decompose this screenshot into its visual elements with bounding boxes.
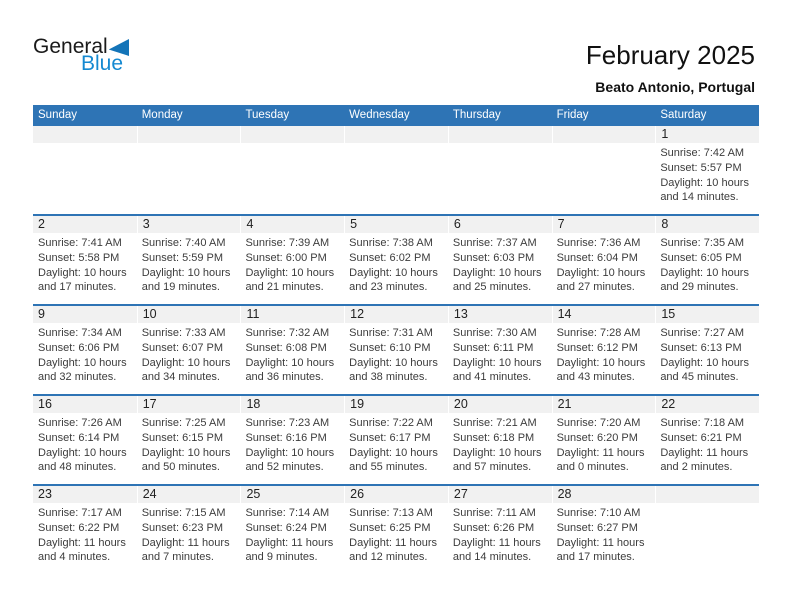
- calendar-cell: [552, 126, 656, 214]
- day-number: 28: [552, 486, 656, 503]
- daylight-text-line2: and 21 minutes.: [245, 281, 324, 294]
- sunrise-text: Sunrise: 7:36 AM: [556, 237, 641, 249]
- day-details: [33, 413, 137, 475]
- sunset-text: Sunset: 6:18 PM: [452, 431, 535, 444]
- week-row: [33, 394, 759, 484]
- day-number: 27: [448, 486, 552, 503]
- day-details: [137, 143, 241, 146]
- daylight-text-line1: Daylight: 10 hours: [245, 266, 335, 279]
- day-number: [448, 126, 552, 143]
- daylight-text-line1: Daylight: 11 hours: [141, 536, 230, 549]
- day-details: [655, 323, 759, 385]
- day-details: [137, 323, 241, 385]
- sunset-text: Sunset: 6:25 PM: [349, 521, 431, 534]
- week-row: [33, 124, 759, 214]
- calendar-cell: [448, 486, 552, 574]
- sunset-text: Sunset: 6:07 PM: [141, 341, 224, 354]
- daylight-text-line2: and 41 minutes.: [452, 371, 532, 384]
- daylight-text-line2: and 45 minutes.: [660, 371, 739, 384]
- day-details: [33, 323, 137, 385]
- weekday-label: Sunday: [38, 108, 78, 121]
- calendar-cell: [655, 306, 759, 394]
- day-details: [552, 143, 656, 146]
- calendar-cell: [33, 306, 137, 394]
- day-details: [137, 503, 241, 565]
- daylight-text-line2: and 12 minutes.: [349, 551, 428, 564]
- daylight-text-line1: Daylight: 11 hours: [245, 536, 334, 549]
- sunrise-text: Sunrise: 7:17 AM: [38, 507, 122, 519]
- day-number: 20: [448, 396, 552, 413]
- day-number: 26: [344, 486, 448, 503]
- sunset-text: Sunset: 6:06 PM: [38, 341, 120, 354]
- daylight-text-line1: Daylight: 11 hours: [38, 536, 126, 549]
- sunset-text: Sunset: 6:15 PM: [141, 431, 224, 444]
- daylight-text-line2: and 14 minutes.: [452, 551, 532, 564]
- daylight-text-line2: and 34 minutes.: [141, 371, 220, 384]
- sunrise-text: Sunrise: 7:34 AM: [38, 327, 122, 339]
- sunrise-text: Sunrise: 7:26 AM: [38, 417, 122, 429]
- week-row: [33, 484, 759, 574]
- sunset-text: Sunset: 5:59 PM: [141, 251, 224, 264]
- day-number: 15: [655, 306, 759, 323]
- calendar-cell: [552, 306, 656, 394]
- day-details: [240, 143, 344, 146]
- logo-text-blue: Blue: [80, 52, 123, 75]
- sunset-text: Sunset: 6:04 PM: [556, 251, 638, 264]
- daylight-text-line2: and 2 minutes.: [660, 461, 733, 474]
- sunrise-text: Sunrise: 7:38 AM: [349, 237, 433, 249]
- location-subtitle: Beato Antonio, Portugal: [595, 79, 755, 95]
- daylight-text-line1: Daylight: 10 hours: [556, 266, 646, 279]
- daylight-text-line2: and 50 minutes.: [141, 461, 220, 474]
- daylight-text-line2: and 36 minutes.: [245, 371, 324, 384]
- day-number: 3: [137, 216, 241, 233]
- daylight-text-line2: and 29 minutes.: [660, 281, 739, 294]
- daylight-text-line2: and 0 minutes.: [556, 461, 629, 474]
- sunset-text: Sunset: 5:58 PM: [38, 251, 120, 264]
- sunset-text: Sunset: 6:02 PM: [349, 251, 431, 264]
- daylight-text-line2: and 23 minutes.: [349, 281, 428, 294]
- sunset-text: Sunset: 6:16 PM: [245, 431, 327, 444]
- calendar-cell: [33, 486, 137, 574]
- day-number: 18: [240, 396, 344, 413]
- sunrise-text: Sunrise: 7:20 AM: [556, 417, 641, 429]
- sunrise-text: Sunrise: 7:41 AM: [38, 237, 122, 249]
- sunset-text: Sunset: 6:22 PM: [38, 521, 120, 534]
- daylight-text-line1: Daylight: 10 hours: [245, 446, 335, 459]
- daylight-text-line2: and 25 minutes.: [452, 281, 532, 294]
- day-details: [33, 143, 137, 146]
- calendar-cell: [33, 396, 137, 484]
- calendar-cell: [552, 486, 656, 574]
- day-details: [137, 413, 241, 475]
- day-details: [33, 233, 137, 295]
- weekday-label: Wednesday: [349, 108, 410, 121]
- day-number: 10: [137, 306, 241, 323]
- sunrise-text: Sunrise: 7:33 AM: [141, 327, 226, 339]
- day-number: [655, 486, 759, 503]
- sunrise-text: Sunrise: 7:14 AM: [245, 507, 330, 519]
- day-details: [448, 413, 552, 475]
- day-details: [344, 233, 448, 295]
- day-number: 9: [33, 306, 137, 323]
- daylight-text-line1: Daylight: 10 hours: [660, 356, 749, 369]
- calendar-cell: [137, 126, 241, 214]
- daylight-text-line1: Daylight: 10 hours: [556, 356, 646, 369]
- calendar-cell: [240, 126, 344, 214]
- daylight-text-line2: and 19 minutes.: [141, 281, 220, 294]
- daylight-text-line2: and 52 minutes.: [245, 461, 324, 474]
- day-number: 22: [655, 396, 759, 413]
- day-number: 19: [344, 396, 448, 413]
- calendar-cell: [552, 216, 656, 304]
- calendar-cell: [137, 306, 241, 394]
- day-details: [344, 503, 448, 565]
- daylight-text-line1: Daylight: 11 hours: [452, 536, 541, 549]
- day-number: 2: [33, 216, 137, 233]
- daylight-text-line1: Daylight: 10 hours: [38, 266, 127, 279]
- day-details: [33, 503, 137, 565]
- day-details: [655, 413, 759, 475]
- general-blue-logo: [33, 36, 129, 73]
- calendar-cell: [655, 126, 759, 214]
- sunset-text: Sunset: 6:26 PM: [452, 521, 535, 534]
- day-number: 23: [33, 486, 137, 503]
- day-details: [448, 503, 552, 565]
- week-row: [33, 304, 759, 394]
- daylight-text-line2: and 17 minutes.: [38, 281, 117, 294]
- day-details: [448, 323, 552, 385]
- sunrise-text: Sunrise: 7:42 AM: [660, 147, 745, 159]
- daylight-text-line2: and 9 minutes.: [245, 551, 318, 564]
- sunset-text: Sunset: 6:21 PM: [660, 431, 742, 444]
- daylight-text-line2: and 43 minutes.: [556, 371, 635, 384]
- daylight-text-line2: and 7 minutes.: [141, 551, 214, 564]
- logo-text-general: General: [33, 35, 108, 58]
- daylight-text-line1: Daylight: 10 hours: [452, 356, 542, 369]
- day-number: 21: [552, 396, 656, 413]
- calendar-body: [33, 124, 759, 574]
- calendar-cell: [344, 126, 448, 214]
- daylight-text-line2: and 17 minutes.: [556, 551, 635, 564]
- day-number: 5: [344, 216, 448, 233]
- daylight-text-line1: Daylight: 10 hours: [452, 446, 542, 459]
- weekday-label: Monday: [141, 108, 183, 121]
- calendar-cell: [137, 396, 241, 484]
- sunrise-text: Sunrise: 7:32 AM: [245, 327, 330, 339]
- sunset-text: Sunset: 6:23 PM: [141, 521, 224, 534]
- calendar-cell: [448, 216, 552, 304]
- day-number: 14: [552, 306, 656, 323]
- day-number: 1: [655, 126, 759, 143]
- sunset-text: Sunset: 6:24 PM: [245, 521, 327, 534]
- day-number: 24: [137, 486, 241, 503]
- daylight-text-line1: Daylight: 11 hours: [349, 536, 438, 549]
- day-details: [344, 413, 448, 475]
- sunrise-text: Sunrise: 7:37 AM: [452, 237, 537, 249]
- sunrise-text: Sunrise: 7:30 AM: [452, 327, 537, 339]
- day-number: 8: [655, 216, 759, 233]
- sunset-text: Sunset: 6:08 PM: [245, 341, 327, 354]
- calendar-cell: [344, 396, 448, 484]
- daylight-text-line1: Daylight: 10 hours: [38, 446, 127, 459]
- sunset-text: Sunset: 6:05 PM: [660, 251, 742, 264]
- day-details: [344, 143, 448, 146]
- calendar-cell: [552, 396, 656, 484]
- daylight-text-line1: Daylight: 10 hours: [660, 176, 749, 189]
- day-details: [240, 503, 344, 565]
- day-number: 4: [240, 216, 344, 233]
- sunrise-text: Sunrise: 7:18 AM: [660, 417, 745, 429]
- weekday-label: Tuesday: [245, 108, 290, 121]
- calendar-cell: [240, 396, 344, 484]
- daylight-text-line2: and 4 minutes.: [38, 551, 111, 564]
- sunrise-text: Sunrise: 7:15 AM: [141, 507, 226, 519]
- sunset-text: Sunset: 6:13 PM: [660, 341, 742, 354]
- sunrise-text: Sunrise: 7:35 AM: [660, 237, 745, 249]
- day-details: [655, 503, 759, 506]
- sunrise-text: Sunrise: 7:40 AM: [141, 237, 226, 249]
- calendar-cell: [240, 306, 344, 394]
- calendar-cell: [448, 306, 552, 394]
- day-number: 11: [240, 306, 344, 323]
- day-details: [240, 413, 344, 475]
- calendar-cell: [137, 486, 241, 574]
- daylight-text-line1: Daylight: 11 hours: [660, 446, 749, 459]
- weekday-label: Saturday: [660, 108, 707, 121]
- sunrise-text: Sunrise: 7:27 AM: [660, 327, 745, 339]
- daylight-text-line1: Daylight: 10 hours: [660, 266, 749, 279]
- week-row: [33, 214, 759, 304]
- day-details: [344, 323, 448, 385]
- day-number: [33, 126, 137, 143]
- daylight-text-line2: and 14 minutes.: [660, 191, 739, 204]
- sunrise-text: Sunrise: 7:21 AM: [452, 417, 537, 429]
- calendar-cell: [655, 396, 759, 484]
- daylight-text-line1: Daylight: 10 hours: [141, 266, 231, 279]
- day-details: [448, 143, 552, 146]
- day-number: [137, 126, 241, 143]
- calendar-cell: [655, 216, 759, 304]
- day-number: 12: [344, 306, 448, 323]
- day-number: 25: [240, 486, 344, 503]
- day-number: [552, 126, 656, 143]
- daylight-text-line1: Daylight: 10 hours: [452, 266, 542, 279]
- sunset-text: Sunset: 6:27 PM: [556, 521, 638, 534]
- sunset-text: Sunset: 6:03 PM: [452, 251, 535, 264]
- sunset-text: Sunset: 6:14 PM: [38, 431, 120, 444]
- sunset-text: Sunset: 6:17 PM: [349, 431, 431, 444]
- sunrise-text: Sunrise: 7:11 AM: [452, 507, 536, 519]
- day-number: [240, 126, 344, 143]
- day-details: [137, 233, 241, 295]
- daylight-text-line1: Daylight: 11 hours: [556, 536, 645, 549]
- calendar-cell: [344, 486, 448, 574]
- daylight-text-line1: Daylight: 11 hours: [556, 446, 645, 459]
- day-details: [552, 233, 656, 295]
- day-number: [344, 126, 448, 143]
- sunrise-text: Sunrise: 7:25 AM: [141, 417, 226, 429]
- sunset-text: Sunset: 5:57 PM: [660, 161, 742, 174]
- day-details: [655, 233, 759, 295]
- day-number: 6: [448, 216, 552, 233]
- daylight-text-line2: and 32 minutes.: [38, 371, 117, 384]
- daylight-text-line1: Daylight: 10 hours: [349, 356, 438, 369]
- day-details: [552, 503, 656, 565]
- day-number: 17: [137, 396, 241, 413]
- day-number: 16: [33, 396, 137, 413]
- calendar-cell: [344, 216, 448, 304]
- day-details: [552, 413, 656, 475]
- sunrise-text: Sunrise: 7:28 AM: [556, 327, 641, 339]
- calendar-cell: [655, 486, 759, 574]
- sunset-text: Sunset: 6:11 PM: [452, 341, 534, 354]
- daylight-text-line1: Daylight: 10 hours: [349, 446, 438, 459]
- calendar-cell: [240, 486, 344, 574]
- sunrise-text: Sunrise: 7:10 AM: [556, 507, 641, 519]
- month-title: February 2025: [585, 40, 755, 70]
- day-number: 7: [552, 216, 656, 233]
- calendar-cell: [33, 216, 137, 304]
- weekday-label: Thursday: [452, 108, 501, 121]
- sunrise-text: Sunrise: 7:22 AM: [349, 417, 433, 429]
- daylight-text-line1: Daylight: 10 hours: [141, 356, 231, 369]
- sunrise-text: Sunrise: 7:39 AM: [245, 237, 330, 249]
- daylight-text-line1: Daylight: 10 hours: [349, 266, 438, 279]
- sunrise-text: Sunrise: 7:31 AM: [349, 327, 433, 339]
- calendar-cell: [137, 216, 241, 304]
- day-number: 13: [448, 306, 552, 323]
- daylight-text-line1: Daylight: 10 hours: [141, 446, 231, 459]
- calendar-cell: [33, 126, 137, 214]
- sunset-text: Sunset: 6:10 PM: [349, 341, 431, 354]
- calendar-cell: [344, 306, 448, 394]
- weekday-label: Friday: [556, 108, 589, 121]
- daylight-text-line2: and 48 minutes.: [38, 461, 117, 474]
- sunset-text: Sunset: 6:20 PM: [556, 431, 638, 444]
- day-details: [240, 233, 344, 295]
- daylight-text-line2: and 27 minutes.: [556, 281, 635, 294]
- daylight-text-line2: and 57 minutes.: [452, 461, 532, 474]
- calendar-cell: [240, 216, 344, 304]
- daylight-text-line2: and 55 minutes.: [349, 461, 428, 474]
- day-details: [655, 143, 759, 205]
- weekday-header-row: [33, 105, 759, 124]
- day-details: [240, 323, 344, 385]
- calendar-cell: [448, 396, 552, 484]
- sunset-text: Sunset: 6:00 PM: [245, 251, 327, 264]
- sunrise-text: Sunrise: 7:13 AM: [349, 507, 433, 519]
- calendar-cell: [448, 126, 552, 214]
- calendar-table: [33, 105, 759, 574]
- sunset-text: Sunset: 6:12 PM: [556, 341, 638, 354]
- day-details: [448, 233, 552, 295]
- daylight-text-line2: and 38 minutes.: [349, 371, 428, 384]
- sunrise-text: Sunrise: 7:23 AM: [245, 417, 330, 429]
- daylight-text-line1: Daylight: 10 hours: [245, 356, 335, 369]
- daylight-text-line1: Daylight: 10 hours: [38, 356, 127, 369]
- day-details: [552, 323, 656, 385]
